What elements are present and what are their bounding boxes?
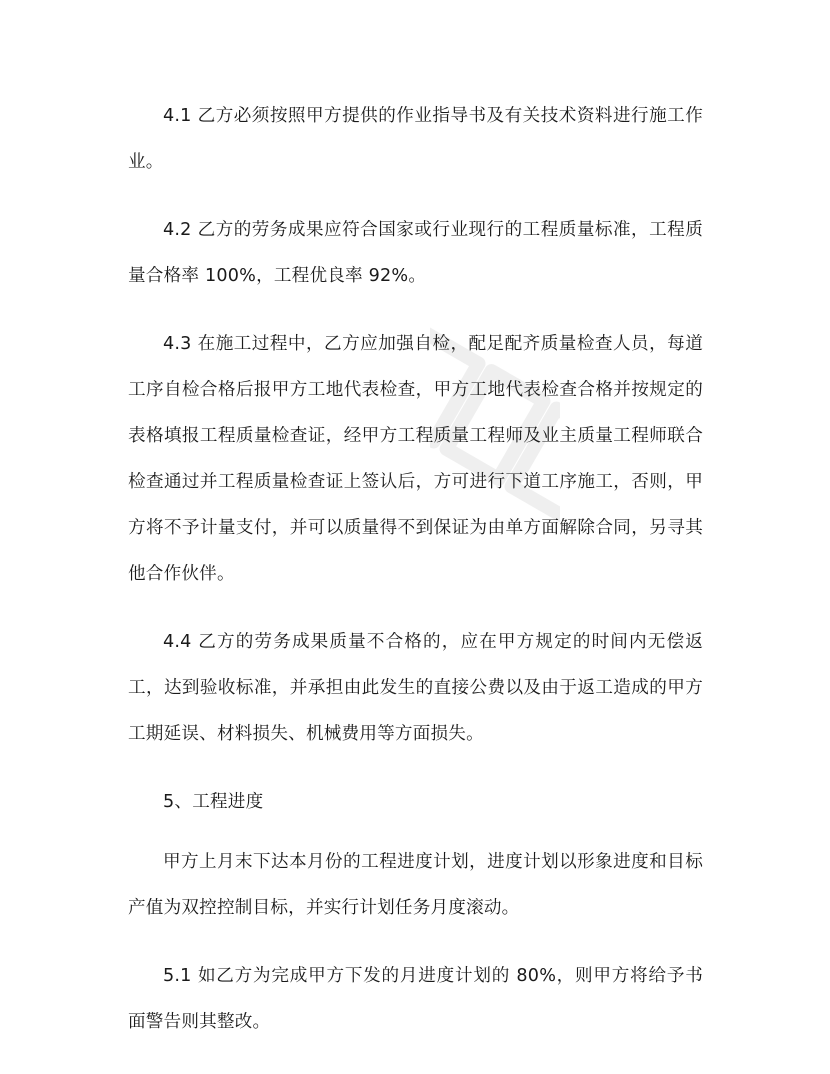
paragraph-5-1: 5.1 如乙方为完成甲方下发的月进度计划的 80%，则甲方将给予书面警告则其整改。	[128, 966, 703, 1032]
paragraph-5-intro: 甲方上月末下达本月份的工程进度计划，进度计划以形象进度和目标产值为双控控制目标，并实行计划任务月度滚动。	[128, 852, 703, 918]
document-body	[128, 93, 703, 1067]
section-heading-5: 5、工程进度	[163, 792, 264, 812]
paragraph-4-4: 4.4 乙方的劳务成果质量不合格的，应在甲方规定的时间内无偿返工，达到验收标准，并承担由此发生的直接公费以及由于返工造成的甲方工期延误、材料损失、机械费用等方面损失。	[128, 632, 703, 744]
paragraph-4-3: 4.3 在施工过程中，乙方应加强自检，配足配齐质量检查人员，每道工序自检合格后报甲方工地代表检查，甲方工地代表检查合格并按规定的表格填报工程质量检查证，经甲方工程质量工程师及业主质量工程师联合检查通过并工程质量检查证上签认后，方可进行下道工序施工，否则，甲方将不予计量支付，并可以质量得不到保证为由单方面解除合同，另寻其他合作伙伴。	[128, 334, 703, 584]
paragraph-4-1: 4.1 乙方必须按照甲方提供的作业指导书及有关技术资料进行施工作业。	[128, 106, 703, 172]
paragraph-4-2: 4.2 乙方的劳务成果应符合国家或行业现行的工程质量标准，工程质量合格率 100%，工程优良率 92%。	[128, 220, 703, 286]
